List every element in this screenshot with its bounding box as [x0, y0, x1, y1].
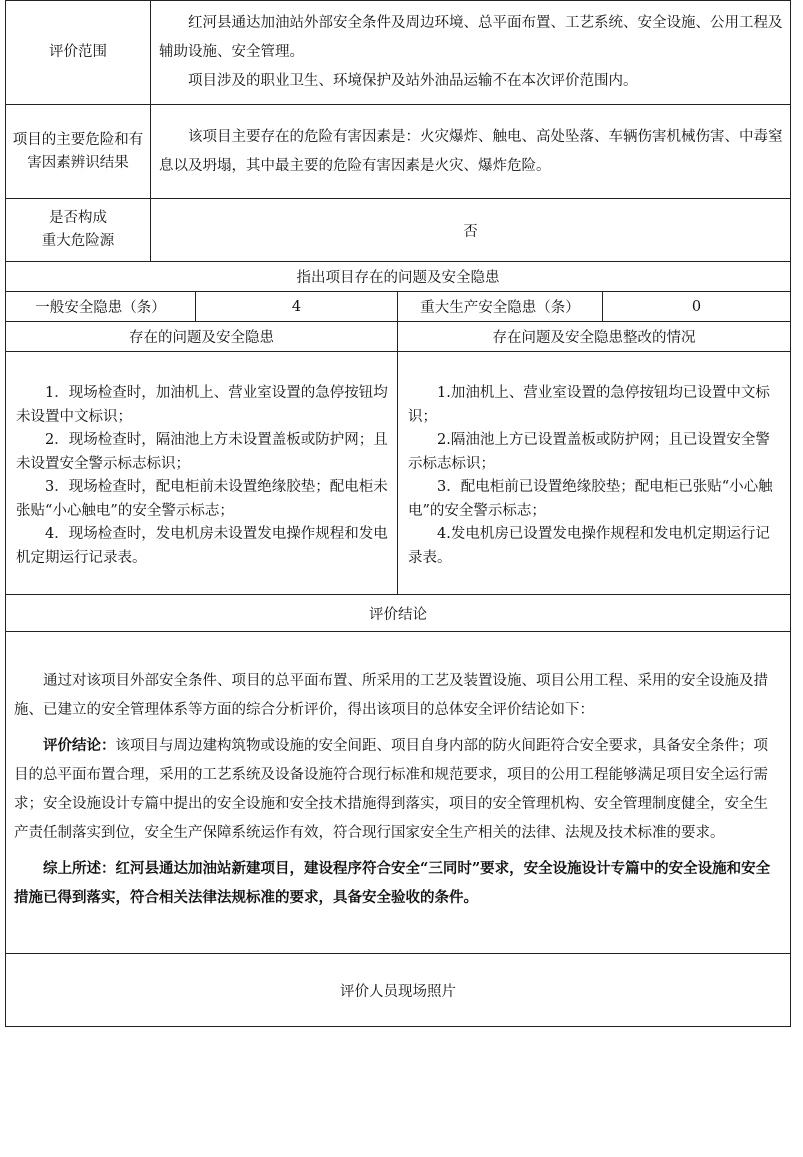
problem-item: 3．现场检查时，配电柜前未设置绝缘胶垫；配电柜未张贴“小心触电”的安全警示标志；	[16, 479, 388, 519]
counts-row	[6, 292, 791, 322]
hazards-content	[151, 105, 791, 199]
major-hazard-label-line2: 重大危险源	[41, 233, 115, 249]
rectification-item: 1.加油机上、营业室设置的急停按钮均已设置中文标识；	[408, 385, 770, 425]
scope-paragraph-1: 红河县通达加油站外部安全条件及周边环境、总平面布置、工艺系统、安全设施、公用工程及辅助设施、安全管理。	[159, 15, 783, 60]
rectification-column-header: 存在问题及安全隐患整改的情况	[398, 322, 791, 352]
conclusion-header: 评价结论	[6, 595, 791, 632]
scope-content	[151, 1, 791, 105]
rectification-item: 3．配电柜前已设置绝缘胶垫；配电柜已张贴“小心触电”的安全警示标志；	[408, 479, 773, 519]
problem-item: 4．现场检查时，发电机房未设置发电操作规程和发电机定期运行记录表。	[16, 526, 388, 566]
issues-header-row	[6, 262, 791, 292]
conclusion-row	[6, 632, 791, 954]
rectification-item: 4.发电机房已设置发电操作规程和发电机定期运行记录表。	[408, 526, 770, 566]
conclusion-header-row	[6, 595, 791, 632]
conclusion-intro: 通过对该项目外部安全条件、项目的总平面布置、所采用的工艺及装置设施、项目公用工程、采用的安全设施及措施、已建立的安全管理体系等方面的综合分析评价，得出该项目的总体安全评价结论如下：	[14, 673, 768, 718]
conclusion-result-label: 评价结论：	[43, 737, 116, 754]
columns-header-row	[6, 322, 791, 352]
hazards-label: 项目的主要危险和有害因素辨识结果	[6, 105, 151, 199]
issues-header: 指出项目存在的问题及安全隐患	[6, 262, 791, 292]
hazards-text: 该项目主要存在的危险有害因素是：火灾爆炸、触电、高处坠落、车辆伤害机械伤害、中毒窒息以及坍塌，其中最主要的危险有害因素是火灾、爆炸危险。	[159, 128, 783, 174]
scope-label: 评价范围	[6, 1, 151, 105]
photos-header: 评价人员现场照片	[6, 954, 791, 1027]
general-hazard-label: 一般安全隐患（条）	[6, 292, 196, 322]
hazards-row	[6, 105, 791, 199]
rectification-item: 2.隔油池上方已设置盖板或防护网；且已设置安全警示标志标识；	[408, 432, 770, 472]
conclusion-content	[6, 632, 791, 954]
major-hazard-label-line1: 是否构成	[49, 210, 107, 226]
problems-column-header: 存在的问题及安全隐患	[6, 322, 398, 352]
general-hazard-value: 4	[196, 292, 398, 322]
problems-list	[6, 352, 398, 595]
scope-row	[6, 1, 791, 105]
major-production-hazard-label: 重大生产安全隐患（条）	[398, 292, 603, 322]
rectification-list	[398, 352, 791, 595]
conclusion-result	[14, 731, 782, 848]
problem-item: 1．现场检查时，加油机上、营业室设置的急停按钮均未设置中文标识；	[16, 385, 388, 425]
evaluation-table	[5, 0, 791, 1027]
major-hazard-value: 否	[151, 199, 791, 262]
major-production-hazard-value: 0	[603, 292, 791, 322]
photos-row	[6, 954, 791, 1027]
conclusion-result-text: 该项目与周边建构筑物或设施的安全间距、项目自身内部的防火间距符合安全要求，具备安全条件；项目的总平面布置合理，采用的工艺系统及设备设施符合现行标准和规范要求，项目的公用工程能够满足项目安全运行需求；安全设施设计专篇中提出的安全设施和安全技术措施得到落实，项目的安全管理机构、安全管理制度健全，安全生产责任制落实到位，安全生产保障系统运作有效，符合现行国家安全生产相关的法律、法规及技术标准的要求。	[14, 738, 768, 841]
problems-row	[6, 352, 791, 595]
problem-item: 2．现场检查时，隔油池上方未设置盖板或防护网；且未设置安全警示标志标识；	[16, 432, 388, 472]
major-hazard-row	[6, 199, 791, 262]
major-hazard-label	[6, 199, 151, 262]
conclusion-summary: 综上所述：红河县通达加油站新建项目，建设程序符合安全“三同时”要求，安全设施设计专篇中的安全设施和安全措施已得到落实，符合相关法律法规标准的要求，具备安全验收的条件。	[14, 860, 771, 906]
scope-paragraph-2: 项目涉及的职业卫生、环境保护及站外油品运输不在本次评价范围内。	[188, 73, 638, 89]
